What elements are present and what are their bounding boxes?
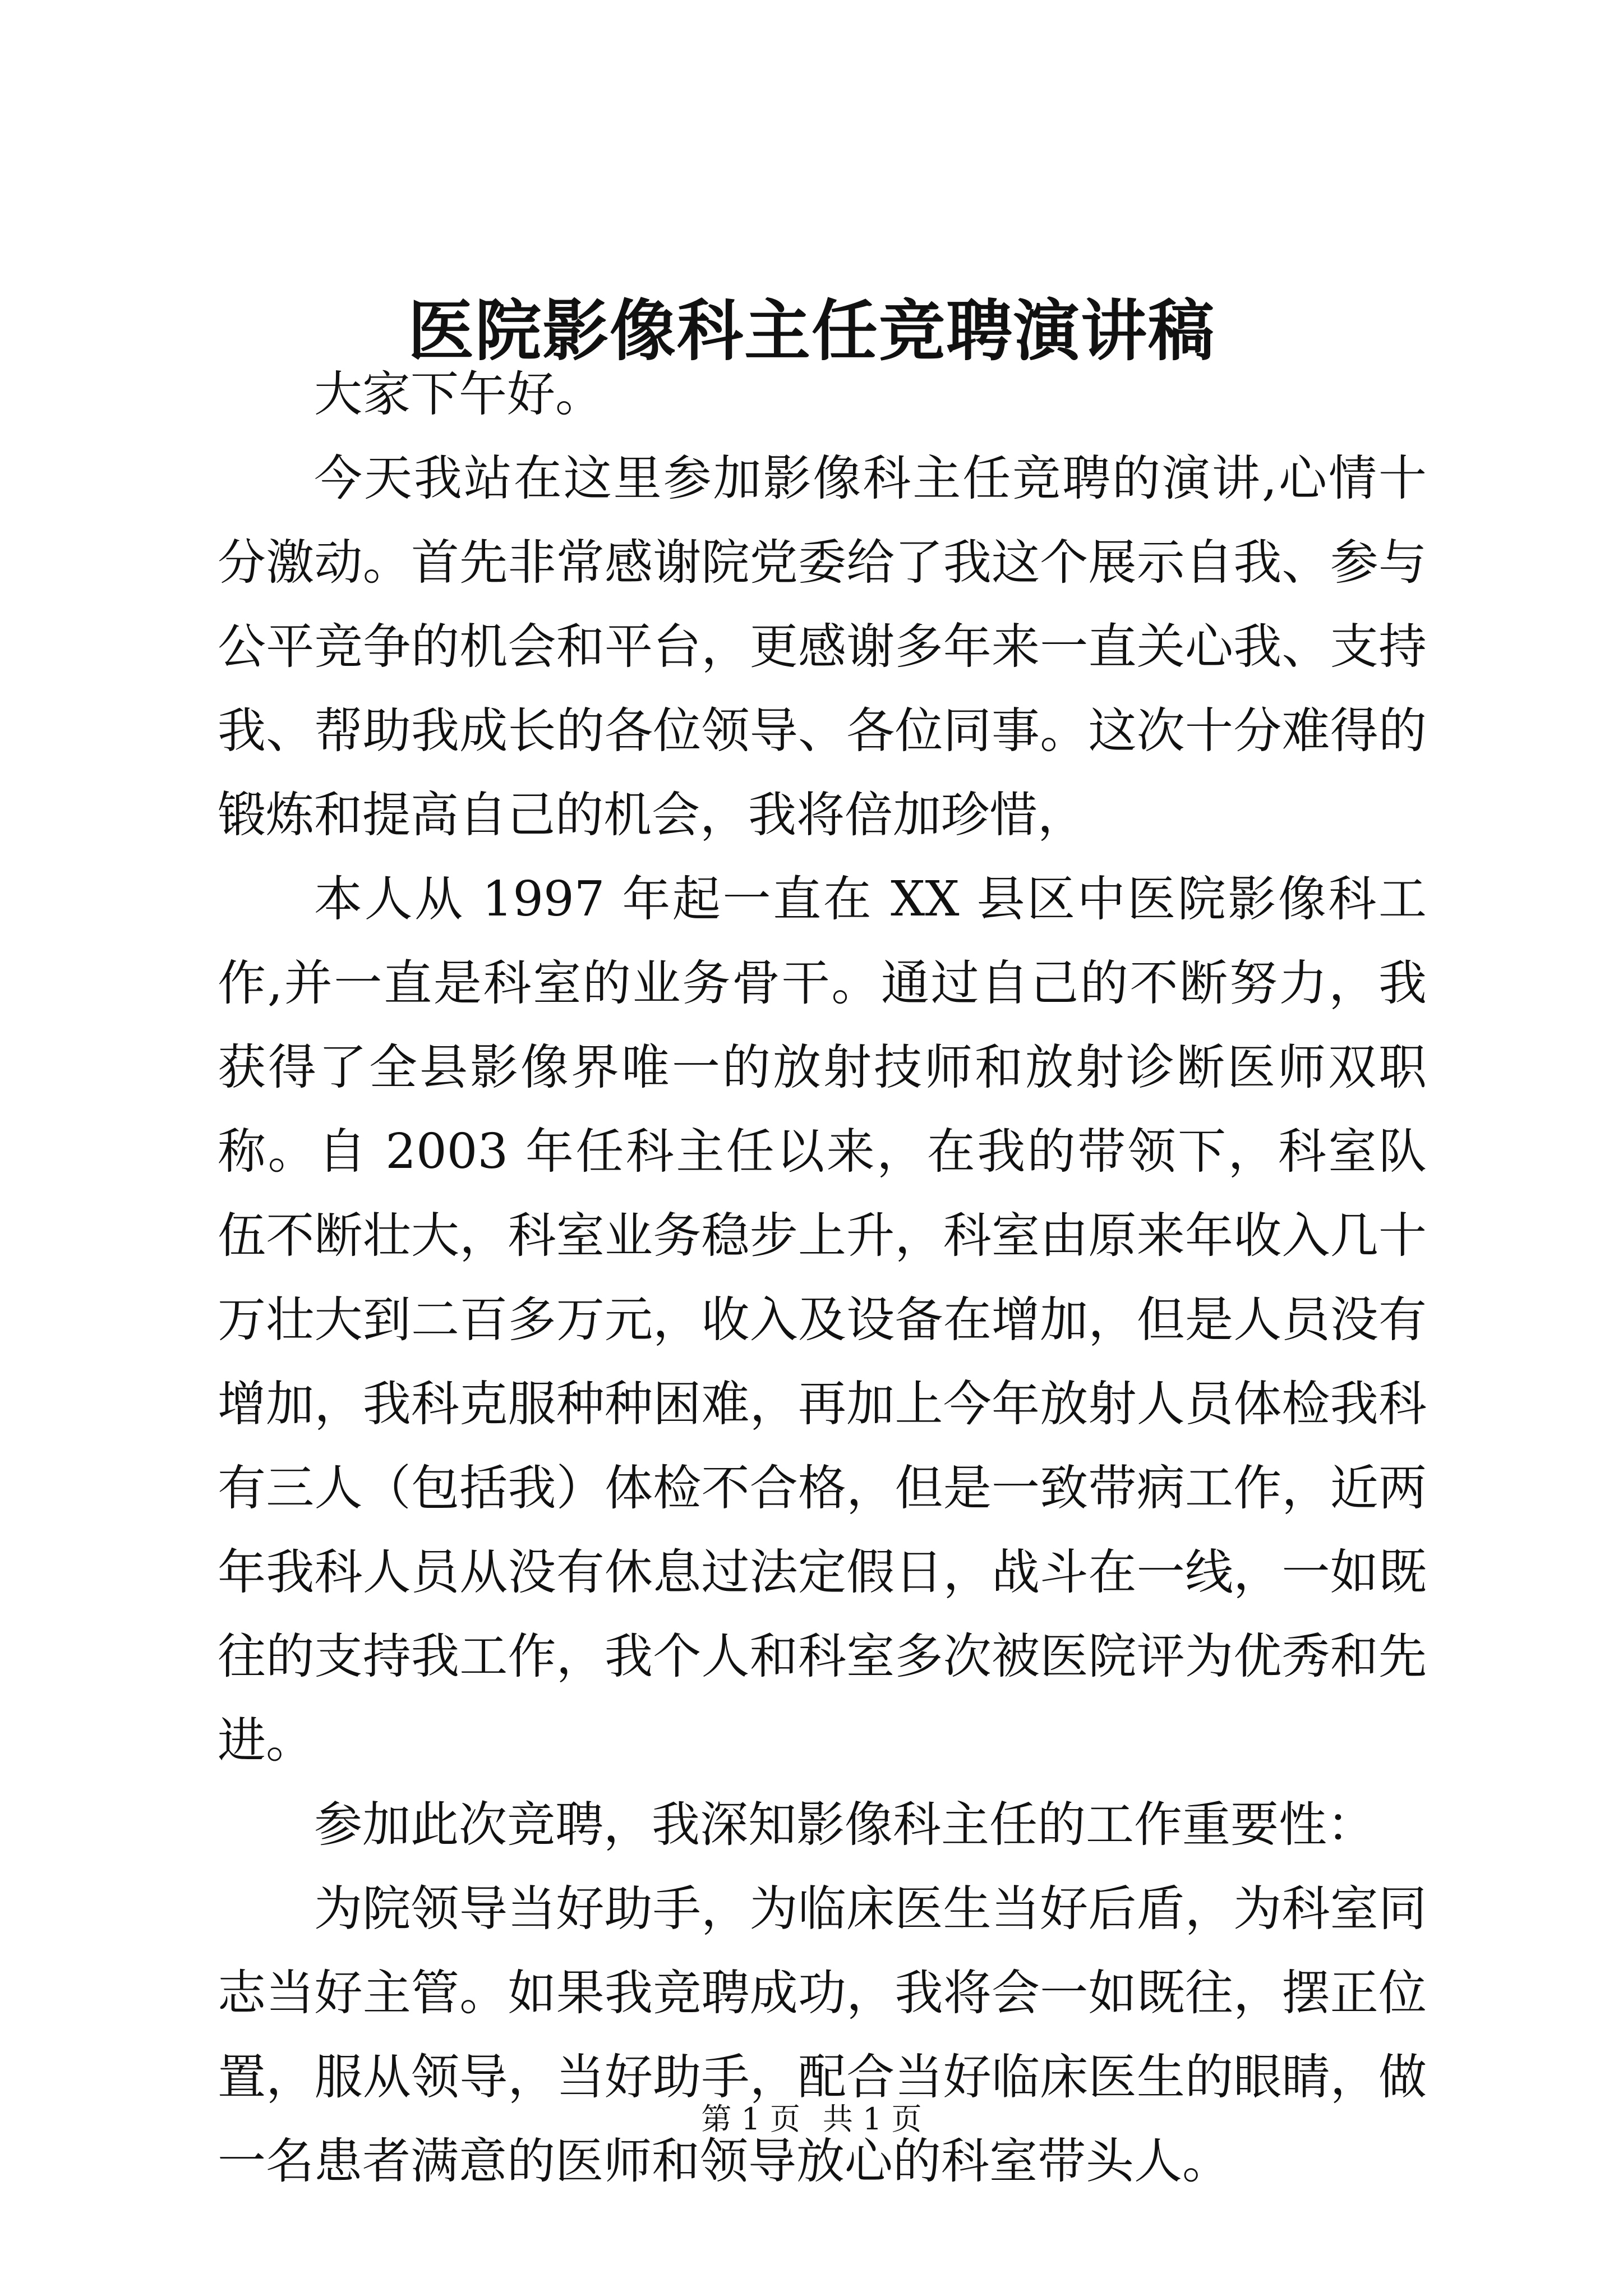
paragraph-commitment: 为院领导当好助手，为临床医生当好后盾，为科室同志当好主管。如果我竞聘成功，我将会一如既往，摆正位置，服从领导，当好助手，配合当好临床医生的眼睛，做一名患者满意的医师和领导放心的科室带头人。 <box>218 1881 1427 2189</box>
paragraph-greeting: 大家下午好。 <box>314 366 603 422</box>
document-body <box>218 352 1427 2203</box>
page-footer <box>0 2097 1623 2142</box>
paragraph-intro: 今天我站在这里参加影像科主任竞聘的演讲,心情十分激动。首先非常感谢院党委给了我这个展示自我、参与公平竞争的机会和平台，更感谢多年来一直关心我、支持我、帮助我成长的各位领导、各位同事。这次十分难得的锻炼和提高自己的机会，我将倍加珍惜， <box>218 450 1427 843</box>
page-total: 共 1 页 <box>823 2101 922 2137</box>
document-title: 医院影像科主任竞聘演讲稿 <box>407 292 1215 370</box>
page-number: 第 1 页 <box>701 2101 800 2137</box>
paragraph-experience: 本人从 1997 年起一直在 XX 县区中医院影像科工作,并一直是科室的业务骨干。通过自己的不断努力，我获得了全县影像界唯一的放射技师和放射诊断医师双职称。自 2003 年任科主任以来，在我的带领下，科室队伍不断壮大，科室业务稳步上升，科室由原来年收入几十万壮大到二百多万元，收入及设备在增加，但是人员没有增加，我科克服种种困难，再加上今年放射人员体检我科有三人（包括我）体检不合格，但是一致带病工作，近两年我科人员从没有休息过法定假日，战斗在一线，一如既往的支持我工作，我个人和科室多次被医院评为优秀和先进。 <box>218 871 1427 1769</box>
paragraph-importance: 参加此次竞聘，我深知影像科主任的工作重要性： <box>314 1797 1375 1853</box>
